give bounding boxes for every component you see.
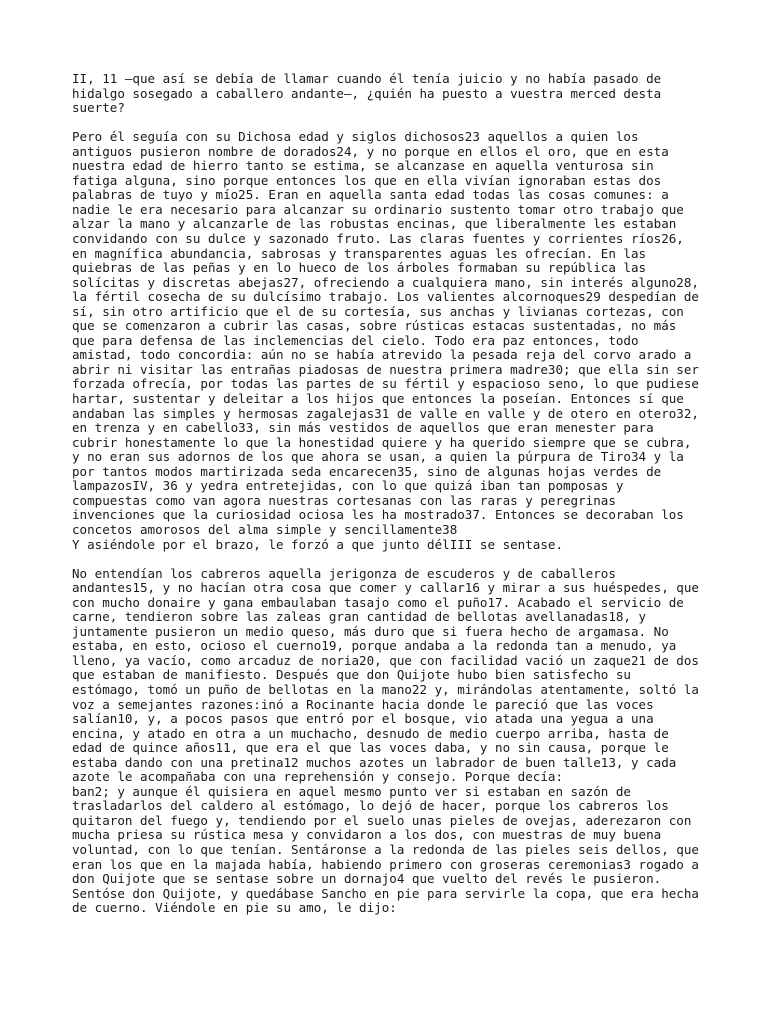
text-line: edad de quince años11, que era el que las voces daba, y no sin causa, porque le (72, 740, 669, 756)
text-line: cubrir honestamente lo que la honestidad quiere y ha querido siempre que se cubra, (72, 434, 692, 450)
text-line: eran los que en la majada había, habiendo primero con groseras ceremonias3 rogado a (72, 856, 699, 872)
text-line: nuestra edad de hierro tanto se estima, se alcanzase en aquella venturosa sin (72, 158, 654, 174)
paragraph-goatherds (72, 567, 702, 916)
text-line: carne, tendieron sobre las zaleas gran cantidad de bellotas avellanadas18, y (72, 609, 647, 625)
text-line: encina, y atado en otra a un muchacho, desnudo de medio cuerpo arriba, hasta de (72, 725, 669, 741)
text-line: voluntad, con lo que tenían. Sentáronse a la redonda de las pieles seis dellos, que (72, 841, 699, 857)
text-line: suerte? (72, 100, 125, 116)
text-line: con mucho donaire y gana embaulaban tasajo como el puño17. Acabado el servicio de (72, 594, 684, 610)
text-line: por tantos modos martirizada seda encarecen35, sino de algunas hojas verdes de (72, 463, 662, 479)
text-line: andaban las simples y hermosas zagalejas31 de valle en valle y de otero en otero32, (72, 405, 699, 421)
text-line: sí, sin otro artificio que el de su cortesía, sus anchas y livianas cortezas, con (72, 303, 684, 319)
text-line: estómago, tomó un puño de bellotas en la mano22 y, mirándolas atentamente, soltó la (72, 681, 699, 697)
text-line: voz a semejantes razones:inó a Rocinante hacia donde le pareció que las voces (72, 696, 654, 712)
text-line: que para defensa de las inclemencias del cielo. Todo era paz entonces, todo (72, 332, 639, 348)
text-line: quitaron del fuego y, tendiendo por el suelo unas pieles de ovejas, aderezaron con (72, 812, 692, 828)
text-line: la fértil cosecha de su dulcísimo trabajo. Los valientes alcornoques29 despedían de (72, 289, 699, 305)
paragraph-intro (72, 72, 702, 116)
text-line: Pero él seguía con su Dichosa edad y siglos dichosos23 aquellos a quien los (72, 129, 639, 145)
text-line: Sentóse don Quijote, y quedábase Sancho en pie para servirle la copa, que era hecha (72, 885, 699, 901)
paragraph-golden-age (72, 130, 702, 552)
text-line: azote le acompañaba con una reprehensión y consejo. Porque decía: (72, 769, 564, 785)
text-line: en trenza y en cabello33, sin más vestidos de aquellos que eran menester para (72, 420, 654, 436)
text-line: abrir ni visitar las entrañas piadosas de nuestra primera madre30; que ella sin ser (72, 361, 699, 377)
text-line: solícitas y discretas abejas27, ofreciendo a cualquiera mano, sin interés alguno28, (72, 274, 699, 290)
text-line: antiguos pusieron nombre de dorados24, y no porque en ellos el oro, que en esta (72, 143, 669, 159)
text-line: estaba, en esto, ocioso el cuerno19, porque andaba a la redonda tan a menudo, ya (72, 638, 677, 654)
text-line: que estaban de manifiesto. Después que don Quijote hubo bien satisfecho su (72, 667, 631, 683)
text-line: hidalgo sosegado a caballero andante—, ¿quién ha puesto a vuestra merced desta (72, 85, 662, 101)
text-line: estaba dando con una pretina12 muchos azotes un labrador de buen talle13, y cada (72, 754, 677, 770)
text-line: compuestas como van agora nuestras cortesanas con las raras y peregrinas (72, 492, 616, 508)
text-line: y no eran sus adornos de los que ahora se usan, a quien la púrpura de Tiro34 y la (72, 449, 684, 465)
text-line: alzar la mano y alcanzarle de las robustas encinas, que liberalmente les estaban (72, 216, 677, 232)
text-line: fatiga alguna, sino porque entonces los que en ella vivían ignoraban estas dos (72, 172, 662, 188)
text-line: No entendían los cabreros aquella jerigonza de escuderos y de caballeros (72, 565, 616, 581)
text-line: Y asiéndole por el brazo, le forzó a que junto délIII se sentase. (72, 536, 564, 552)
text-line: palabras de tuyo y mío25. Eran en aquella santa edad todas las cosas comunes: a (72, 187, 669, 203)
text-line: trasladarlos del caldero al estómago, lo dejó de hacer, porque los cabreros los (72, 798, 669, 814)
text-line: II, 11 —que así se debía de llamar cuando él tenía juicio y no había pasado de (72, 71, 662, 86)
text-line: lleno, ya vacío, como arcaduz de noria20, que con facilidad vació un zaque21 de dos (72, 652, 699, 668)
document-page (72, 72, 702, 930)
text-line: mucha priesa su rústica mesa y convidaron a los dos, con muestras de muy buena (72, 827, 662, 843)
text-line: hartar, sustentar y deleitar a los hijos que entonces la poseían. Entonces sí que (72, 391, 684, 407)
text-line: nadie le era necesario para alcanzar su ordinario sustento tomar otro trabajo que (72, 201, 684, 217)
text-line: don Quijote que se sentase sobre un dornajo4 que vuelto del revés le pusieron. (72, 871, 662, 887)
text-line: quiebras de las peñas y en lo hueco de los árboles formaban su república las (72, 260, 647, 276)
text-line: andantes15, y no hacían otra cosa que comer y callar16 y mirar a sus huéspedes, que (72, 580, 699, 596)
text-line: juntamente pusieron un medio queso, más duro que si fuera hecho de argamasa. No (72, 623, 669, 639)
text-line: lampazosIV, 36 y yedra entretejidas, con lo que quizá iban tan pomposas y (72, 478, 624, 494)
text-line: concetos amorosos del alma simple y sencillamente38 (72, 521, 458, 537)
text-line: forzada ofrecía, por todas las partes de su fértil y espacioso seno, lo que pudiese (72, 376, 699, 392)
text-line: en magnífica abundancia, sabrosas y transparentes aguas les ofrecían. En las (72, 245, 647, 261)
text-line: invenciones que la curiosidad ociosa les ha mostrado37. Entonces se decoraban los (72, 507, 684, 523)
text-line: convidando con su dulce y sazonado fruto. Las claras fuentes y corrientes ríos26, (72, 231, 684, 247)
text-line: amistad, todo concordia: aún no se había atrevido la pesada reja del corvo arado a (72, 347, 692, 363)
text-line: que se comenzaron a cubrir las casas, sobre rústicas estacas sustentadas, no más (72, 318, 677, 334)
text-line: ban2; y aunque él quisiera en aquel mesmo punto ver si estaban en sazón de (72, 783, 631, 799)
text-line: de cuerno. Viéndole en pie su amo, le dijo: (72, 900, 397, 916)
text-line: salían10, y, a pocos pasos que entró por el bosque, vio atada una yegua a una (72, 711, 654, 727)
